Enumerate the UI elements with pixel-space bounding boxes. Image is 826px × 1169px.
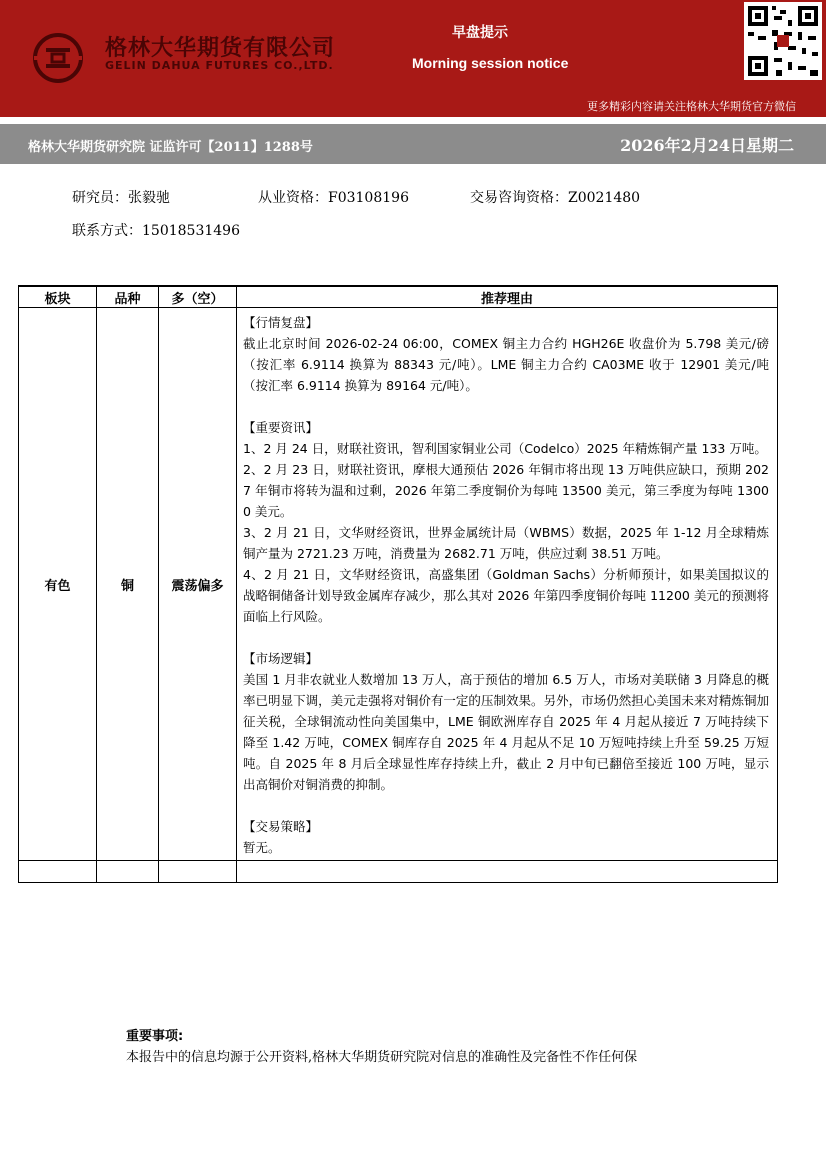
- column-header-variety: 品种: [97, 286, 159, 308]
- consult-qualification: 交易咨询资格：Z0021480: [470, 190, 641, 206]
- news-item: 1、2 月 24 日，财联社资讯，智利国家铜业公司（Codelco）2025 年精炼铜产量 133 万吨。: [243, 441, 767, 456]
- empty-cell: [237, 861, 778, 883]
- important-notes-body: 本报告中的信息均源于公开资料,格林大华期货研究院对信息的准确性及完备性不作任何保: [126, 1050, 638, 1065]
- trading-strategy-title: 【交易策略】: [243, 819, 319, 834]
- company-name-en: GELIN DAHUA FUTURES CO.,LTD.: [105, 59, 334, 72]
- sector-cell: 有色: [19, 308, 97, 861]
- empty-cell: [19, 861, 97, 883]
- company-logo-icon: [32, 32, 84, 84]
- market-logic-title: 【市场逻辑】: [243, 651, 319, 666]
- column-header-direction: 多（空）: [159, 286, 237, 308]
- report-date: 2026年2月24日星期二: [620, 136, 794, 155]
- market-review-title: 【行情复盘】: [243, 315, 319, 330]
- news-item: 2、2 月 23 日，财联社资讯，摩根大通预估 2026 年铜市将出现 13 万吨供应缺口，预期 2027 年铜市将转为温和过剩，2026 年第二季度铜价为每吨 13500 美元，第三季度为每吨 13000 美元。: [243, 462, 769, 519]
- table-header-row: [19, 286, 778, 308]
- important-notes-title: 重要事项:: [126, 1029, 184, 1044]
- company-name-cn: 格林大华期货有限公司: [105, 36, 336, 61]
- wechat-tagline: 更多精彩内容请关注格林大华期货官方微信: [587, 100, 796, 113]
- notice-title-cn: 早盘提示: [452, 25, 508, 41]
- empty-cell: [159, 861, 237, 883]
- market-logic-text: 美国 1 月非农就业人数增加 13 万人，高于预估的增加 6.5 万人，市场对美联储 3 月降息的概率已明显下调，美元走强将对铜价有一定的压制效果。另外，市场仍然担心美国未来对精炼铜加征关税，全球铜流动性向美国集中，LME 铜欧洲库存自 2025 年 4 月起从接近 7 万吨持续下降至 1.42 万吨，COMEX 铜库存自 2025 年 4 月起从不足 10 万短吨持续上升至 59.25 万短吨。自 2025 年 8 月后全球显性库存持续上升，截止 2 月中旬已翻倍至接近 100 万吨，显示出高铜价对铜消费的抑制。: [243, 672, 769, 792]
- table-row-empty: [19, 861, 778, 883]
- notice-title-en: Morning session notice: [412, 55, 569, 71]
- reason-cell: [237, 308, 778, 861]
- market-review-text: 截止北京时间 2026-02-24 06:00，COMEX 铜主力合约 HGH26E 收盘价为 5.798 美元/磅（按汇率 6.9114 换算为 88343 元/吨）。LME 铜主力合约 CA03ME 收于 12901 美元/吨（按汇率 6.9114 换算为 89164 元/吨）。: [243, 336, 769, 393]
- trading-strategy-text: 暂无。: [243, 840, 281, 855]
- direction-cell: 震荡偏多: [159, 308, 237, 861]
- recommendation-table: [18, 285, 778, 883]
- table-row: [19, 308, 778, 861]
- variety-cell: 铜: [97, 308, 159, 861]
- institute-license: 格林大华期货研究院 证监许可【2011】1288号: [28, 140, 313, 155]
- news-item: 3、2 月 21 日，文华财经资讯，世界金属统计局（WBMS）数据，2025 年 1-12 月全球精炼铜产量为 2721.23 万吨，消费量为 2682.71 万吨，供应过剩 38.51 万吨。: [243, 525, 769, 561]
- column-header-sector: 板块: [19, 286, 97, 308]
- column-header-reason: 推荐理由: [237, 286, 778, 308]
- news-title: 【重要资讯】: [243, 420, 319, 435]
- practice-qualification: 从业资格：F03108196: [258, 190, 409, 206]
- qr-code-icon: [744, 2, 822, 80]
- researcher-name: 研究员：张毅驰: [72, 190, 170, 206]
- contact-phone: 联系方式：15018531496: [72, 223, 240, 239]
- empty-cell: [97, 861, 159, 883]
- news-item: 4、2 月 21 日，文华财经资讯，高盛集团（Goldman Sachs）分析师预计，如果美国拟议的战略铜储备计划导致金属库存减少，那么其对 2026 年第四季度铜价每吨 11200 美元的预测将面临上行风险。: [243, 567, 769, 624]
